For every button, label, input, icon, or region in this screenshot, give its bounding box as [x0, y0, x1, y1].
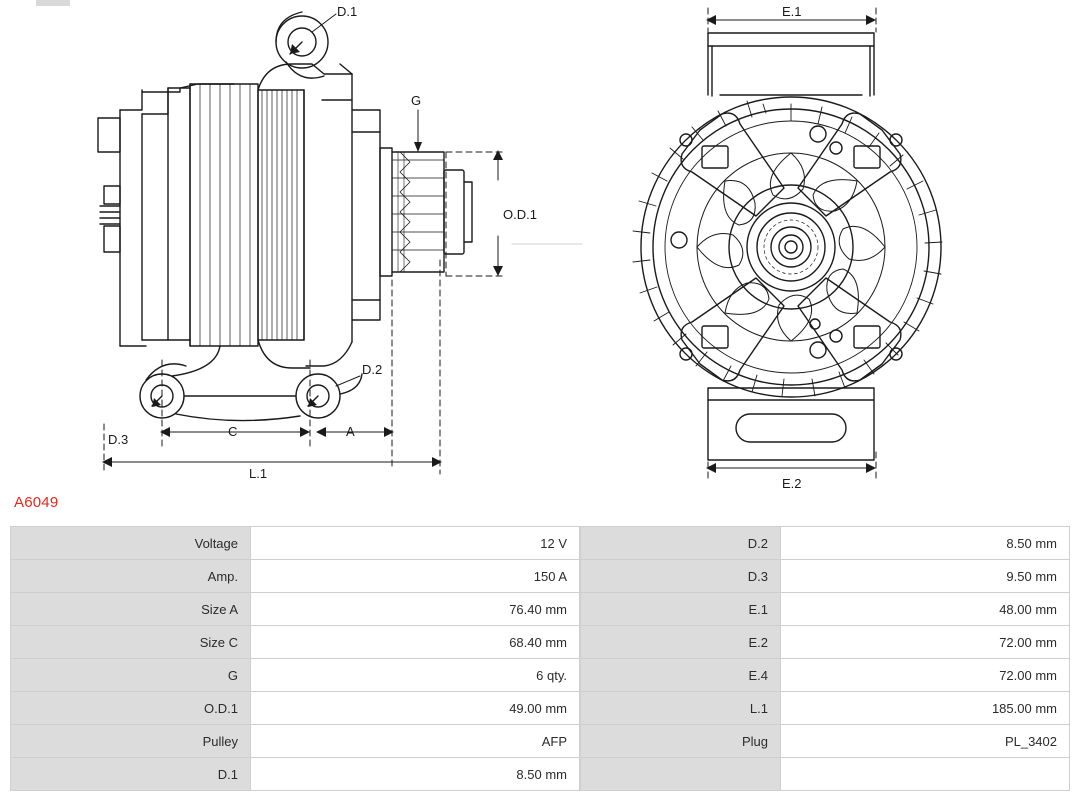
spec-label: Size C [11, 626, 251, 659]
spec-label: D.2 [581, 527, 781, 560]
spec-label: Size A [11, 593, 251, 626]
label-d2: D.2 [362, 362, 383, 377]
table-row [11, 626, 580, 659]
part-number: A6049 [14, 494, 59, 511]
spec-value: 185.00 mm [781, 692, 1070, 725]
label-od1: O.D.1 [503, 207, 537, 222]
spec-label: Pulley [11, 725, 251, 758]
table-row [11, 527, 580, 560]
internal-fan [697, 153, 885, 341]
spec-label: L.1 [581, 692, 781, 725]
spec-value: 6 qty. [251, 659, 580, 692]
spec-label: D.1 [11, 758, 251, 791]
spec-value: 150 A [251, 560, 580, 593]
spec-label: G [11, 659, 251, 692]
spec-value: 68.40 mm [251, 626, 580, 659]
rear-housing [120, 84, 234, 346]
spec-label: D.3 [581, 560, 781, 593]
label-g: G [411, 93, 422, 108]
table-row [581, 692, 1070, 725]
hole-left [671, 232, 687, 248]
table-row [581, 527, 1070, 560]
table-row [11, 725, 580, 758]
spec-value: 8.50 mm [781, 527, 1070, 560]
spec-label-empty [581, 758, 781, 791]
spec-table-right [580, 526, 1070, 791]
spec-value: 8.50 mm [251, 758, 580, 791]
table-row [581, 758, 1070, 791]
table-row [11, 659, 580, 692]
label-d3: D.3 [108, 432, 129, 447]
spec-value: 76.40 mm [251, 593, 580, 626]
table-row [11, 560, 580, 593]
stator-body-left [142, 84, 190, 346]
spec-value: 72.00 mm [781, 659, 1070, 692]
spec-table-left [10, 526, 580, 791]
top-mount-plate [708, 33, 874, 96]
front-housing [258, 64, 380, 368]
label-e1: E.1 [782, 4, 802, 19]
spec-value: 9.50 mm [781, 560, 1070, 593]
mount-ear-bottom-left [140, 346, 220, 418]
spec-value-empty [781, 758, 1070, 791]
front-view [633, 8, 942, 478]
pulley-assembly [380, 148, 472, 276]
table-row [11, 758, 580, 791]
dimension-lines-left [102, 14, 582, 474]
spec-label: Voltage [11, 527, 251, 560]
dimension-lines-right [706, 8, 876, 478]
spec-label: E.1 [581, 593, 781, 626]
label-l1: L.1 [249, 466, 268, 481]
shaft-hub [729, 185, 853, 309]
spec-value: PL_3402 [781, 725, 1070, 758]
table-row [581, 593, 1070, 626]
table-row [581, 626, 1070, 659]
table-row [581, 725, 1070, 758]
table-row [11, 692, 580, 725]
mount-ear-bottom-right [176, 374, 362, 421]
bottom-mount-plate [708, 388, 874, 460]
table-row [11, 593, 580, 626]
label-c: C [228, 424, 238, 439]
cooling-fins [258, 90, 304, 340]
spec-value: 48.00 mm [781, 593, 1070, 626]
rear-connector-block [98, 118, 120, 252]
spec-label: E.4 [581, 659, 781, 692]
table-row [581, 560, 1070, 593]
spec-value: AFP [251, 725, 580, 758]
table-row [581, 659, 1070, 692]
mount-ear-top [276, 12, 328, 78]
spec-value: 49.00 mm [251, 692, 580, 725]
label-e2: E.2 [782, 476, 802, 491]
label-a: A [346, 424, 355, 439]
specifications [10, 526, 1070, 791]
spec-label: E.2 [581, 626, 781, 659]
spec-value: 72.00 mm [781, 626, 1070, 659]
label-d1: D.1 [337, 4, 358, 19]
spec-label: O.D.1 [11, 692, 251, 725]
stator-core-ribs [190, 84, 258, 346]
spec-label: Amp. [11, 560, 251, 593]
spec-label: Plug [581, 725, 781, 758]
spec-value: 12 V [251, 527, 580, 560]
